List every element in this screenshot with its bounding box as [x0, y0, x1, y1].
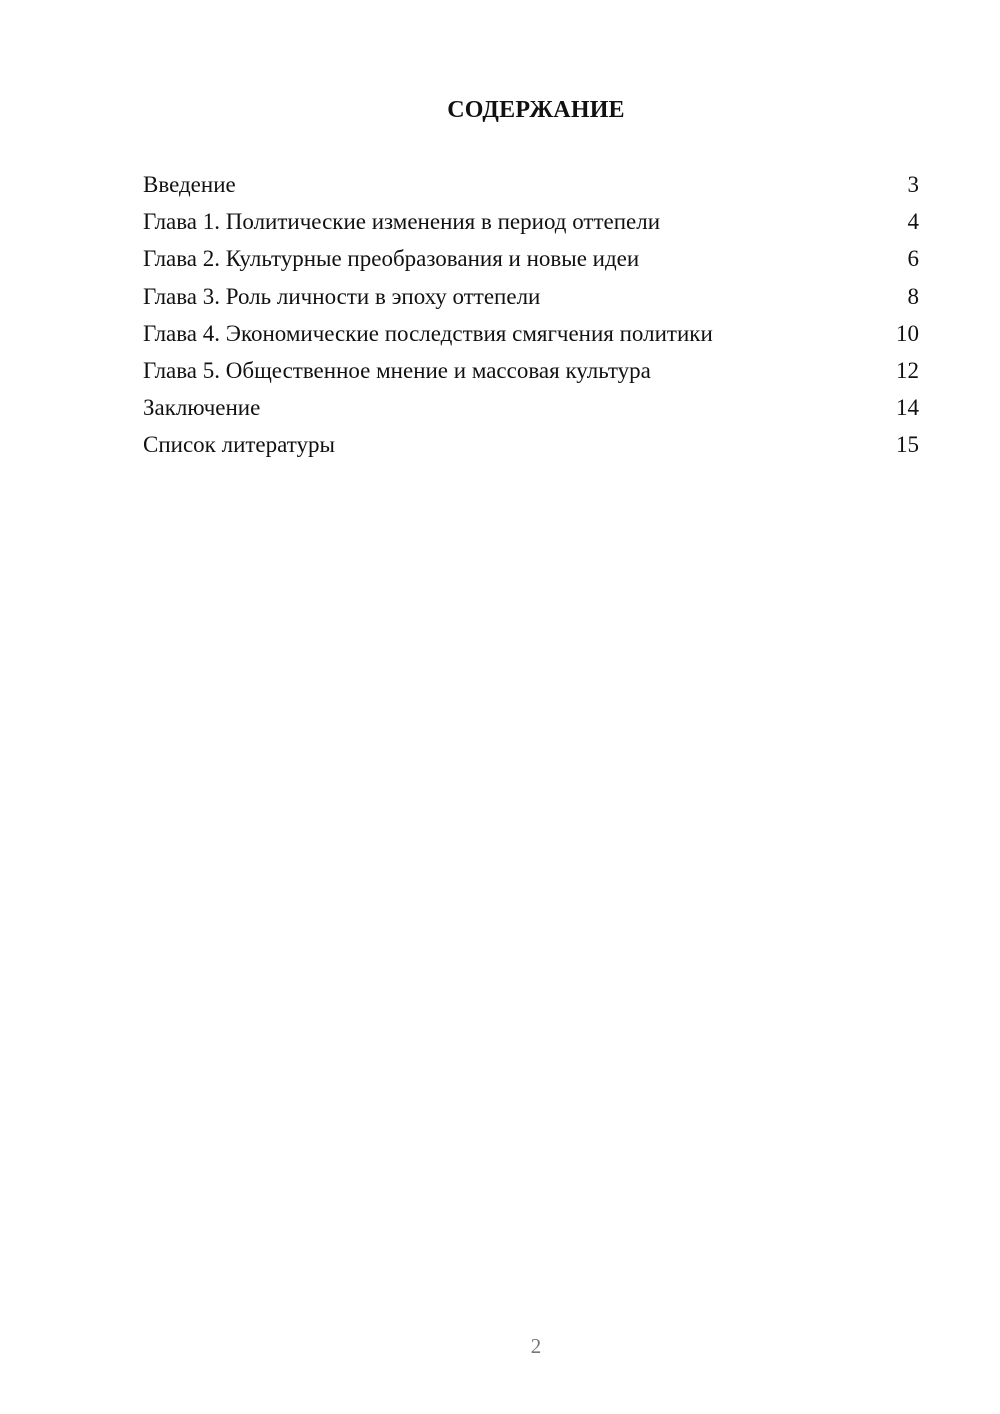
toc-item-label: Список литературы [143, 432, 335, 458]
toc-row-introduction [143, 168, 919, 205]
toc-item-label: Глава 3. Роль личности в эпоху оттепели [143, 283, 541, 309]
table-of-contents [143, 168, 919, 466]
toc-item-label: Заключение [143, 395, 261, 421]
toc-item-label: Введение [143, 172, 236, 197]
toc-row-chapter-2 [143, 242, 919, 279]
toc-row-chapter-4 [143, 317, 919, 354]
toc-item-page-number: 8 [907, 283, 919, 309]
toc-row-chapter-1 [143, 205, 919, 242]
toc-item-page-number: 14 [896, 395, 919, 421]
toc-item-page-number: 10 [896, 320, 919, 346]
toc-item-page-number: 15 [896, 432, 919, 458]
toc-item-label: Глава 2. Культурные преобразования и новые идеи [143, 246, 640, 272]
toc-item-page-number: 12 [896, 357, 919, 383]
toc-row-chapter-5 [143, 354, 919, 391]
toc-title: СОДЕРЖАНИЕ [447, 97, 625, 123]
toc-item-label: Глава 4. Экономические последствия смягчения политики [143, 320, 713, 346]
toc-item-label: Глава 1. Политические изменения в период оттепели [143, 209, 661, 235]
toc-row-bibliography [143, 428, 919, 465]
toc-item-page-number: 6 [907, 246, 919, 272]
page-number: 2 [530, 1334, 542, 1358]
toc-item-label: Глава 5. Общественное мнение и массовая культура [143, 357, 651, 383]
toc-row-chapter-3 [143, 280, 919, 317]
toc-item-page-number: 4 [907, 209, 919, 235]
toc-item-page-number: 3 [907, 172, 919, 197]
toc-row-conclusion [143, 391, 919, 428]
